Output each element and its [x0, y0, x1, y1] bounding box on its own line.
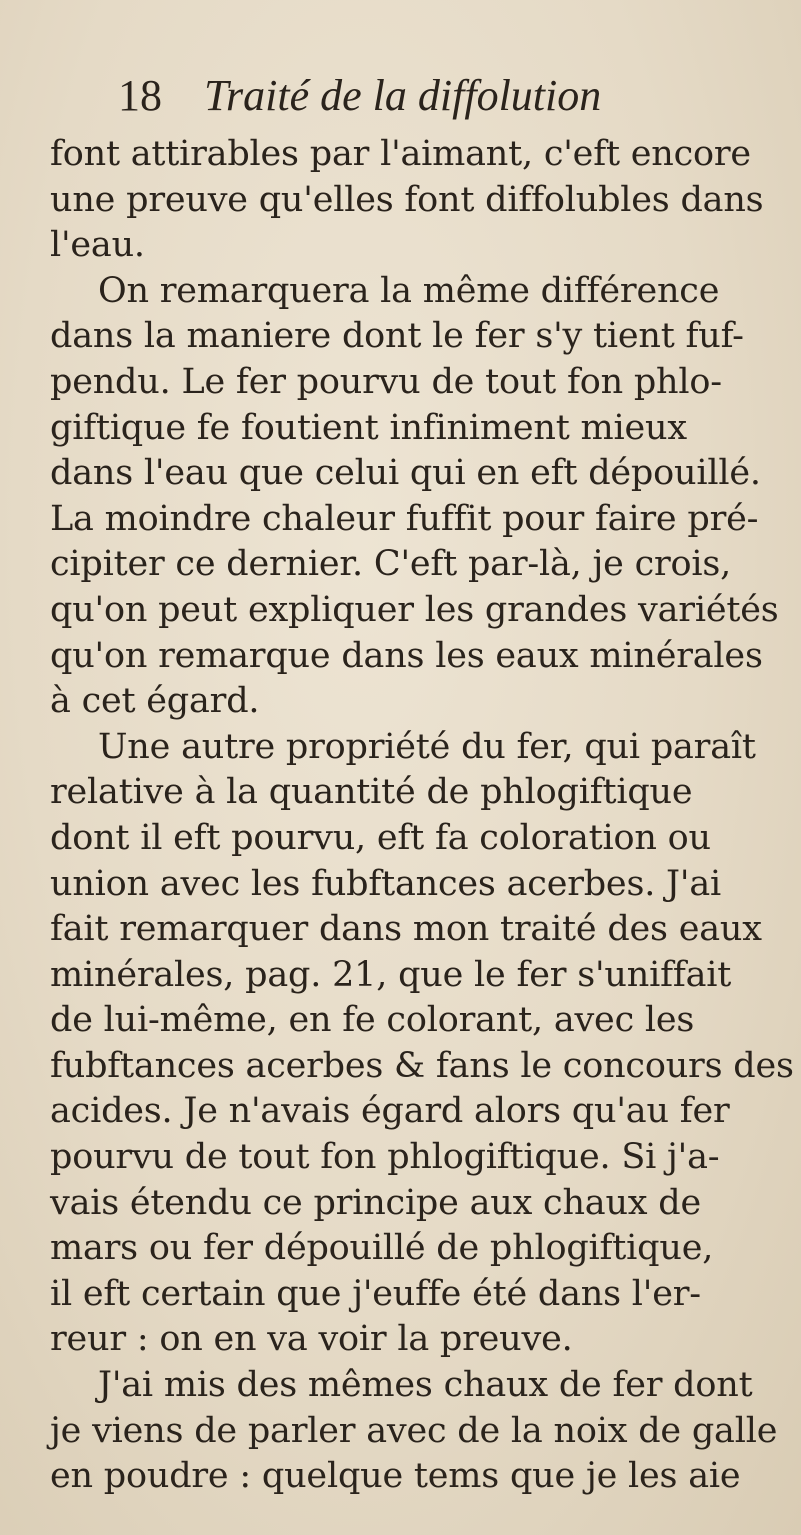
page-number: 18: [118, 71, 162, 120]
text-line: fait remarquer dans mon traité des eaux: [50, 909, 762, 950]
text-line: font attirables par l'aimant, c'eft encore: [50, 134, 751, 174]
text-line: mars ou fer dépouillé de phlogiftique,: [50, 1228, 714, 1269]
text-line: vais étendu ce principe aux chaux de: [50, 1182, 701, 1223]
text-line: Une autre propriété du fer, qui paraît: [98, 726, 756, 767]
text-line: pourvu de tout fon phlogiftique. Si j'a-: [50, 1137, 720, 1178]
text-line: union avec les fubftances acerbes. J'ai: [50, 863, 721, 904]
text-line: qu'on remarque dans les eaux minérales: [50, 635, 763, 676]
text-line: l'eau.: [50, 225, 145, 266]
text-line: pendu. Le fer pourvu de tout fon phlo-: [50, 361, 722, 402]
text-line: La moindre chaleur fuffit pour faire pré-: [50, 498, 759, 539]
text-line: dont il eft pourvu, eft fa coloration ou: [50, 817, 711, 858]
text-line: fubftances acerbes & fans le concours des: [50, 1045, 794, 1086]
text-line: minérales, pag. 21, que le fer s'uniffait: [50, 954, 732, 995]
running-head: [118, 66, 601, 126]
text-line: cipiter ce dernier. C'eft par-là, je crois,: [50, 544, 732, 585]
text-line: J'ai mis des mêmes chaux de fer dont: [98, 1365, 753, 1406]
body-text: [50, 132, 794, 1500]
text-line: dans l'eau que celui qui en eft dépouillé.: [50, 453, 761, 494]
text-line: il eft certain que j'euffe été dans l'er-: [50, 1273, 701, 1314]
text-line: une preuve qu'elles font diffolubles dans: [50, 179, 764, 220]
text-line: je viens de parler avec de la noix de galle: [50, 1410, 778, 1451]
text-line: reur : on en va voir la preuve.: [50, 1319, 573, 1360]
text-line: en poudre : quelque tems que je les aie: [50, 1456, 741, 1497]
text-line: relative à la quantité de phlogiftique: [50, 772, 693, 813]
running-title: Traité de la diffolution: [204, 71, 602, 120]
text-line: On remarquera la même différence: [98, 270, 720, 311]
text-line: de lui-même, en fe colorant, avec les: [50, 1000, 695, 1041]
text-line: dans la maniere dont le fer s'y tient fuf-: [50, 316, 744, 357]
text-line: qu'on peut expliquer les grandes variétés: [50, 589, 779, 630]
text-line: à cet égard.: [50, 681, 260, 722]
text-line: giftique fe foutient infiniment mieux: [50, 407, 687, 448]
text-line: acides. Je n'avais égard alors qu'au fer: [50, 1091, 730, 1132]
